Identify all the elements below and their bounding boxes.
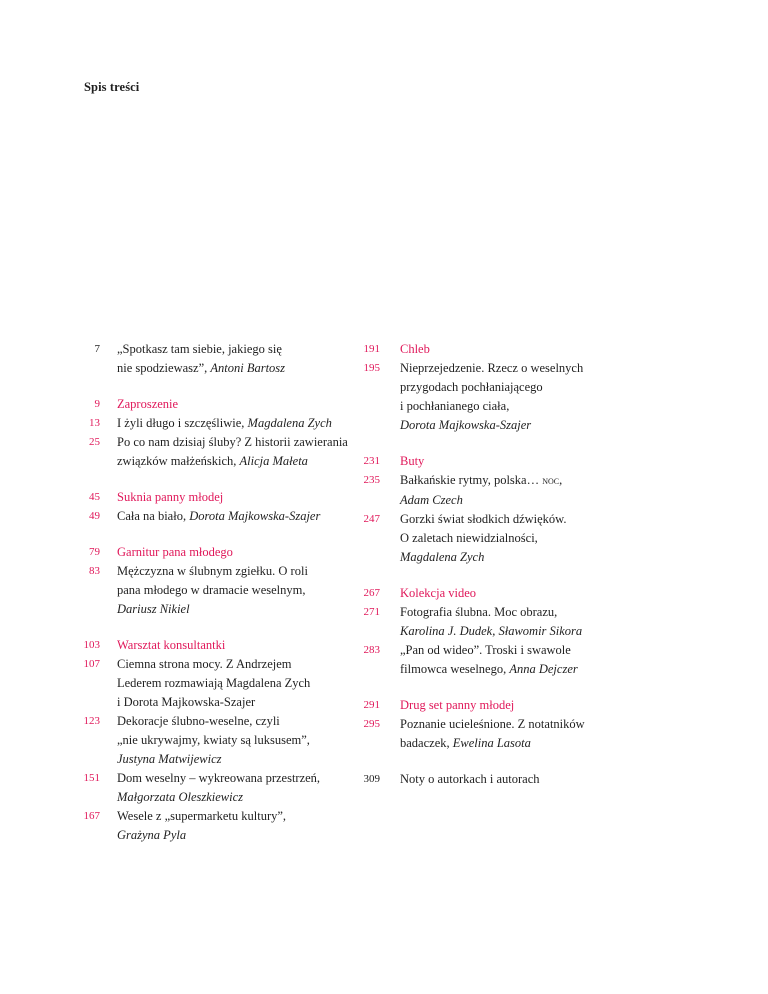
- line-text: Lederem rozmawiają Magdalena Zych: [117, 676, 311, 690]
- author-name: Magdalena Zych: [247, 416, 332, 430]
- line-text: Bałkańskie rytmy, polska…: [400, 473, 543, 487]
- author-name: Grażyna Pyla: [117, 828, 187, 842]
- entry-text: [400, 603, 582, 641]
- line-text: Fotografia ślubna. Moc obrazu,: [400, 605, 558, 619]
- toc-group: [350, 696, 610, 753]
- line-text: filmowca weselnego,: [400, 662, 510, 676]
- page-number: 195: [363, 362, 380, 374]
- toc-entry: [76, 655, 346, 712]
- entry-line: [117, 769, 320, 788]
- section-title: [117, 543, 233, 562]
- entry-text: [117, 769, 320, 807]
- entry-line: [400, 378, 583, 397]
- toc-group: [350, 340, 610, 435]
- toc-entry: [76, 636, 346, 655]
- line-text: Dekoracje ślubno-weselne, czyli: [117, 714, 280, 728]
- toc-entry: [350, 715, 610, 753]
- author-name: Adam Czech: [400, 493, 463, 507]
- line-text: „Pan od wideo”. Troski i swawole: [400, 643, 571, 657]
- toc-entry: [76, 562, 346, 619]
- toc-entry: [350, 510, 610, 567]
- line-text: przygodach pochłaniającego: [400, 380, 543, 394]
- entry-line: [117, 712, 310, 731]
- line-text: O zaletach niewidzialności,: [400, 531, 538, 545]
- entry-line: [400, 359, 583, 378]
- line-text: Po co nam dzisiaj śluby? Z historii zawierania: [117, 435, 348, 449]
- entry-line: [117, 674, 310, 693]
- author-name: Dariusz Nikiel: [117, 602, 190, 616]
- line-text: Poznanie ucieleśnione. Z notatników: [400, 717, 585, 731]
- entry-text: [400, 452, 424, 471]
- toc-column-right: [350, 340, 610, 806]
- line-text: I żyli długo i szczęśliwie,: [117, 416, 248, 430]
- entry-line: [117, 731, 310, 750]
- author-name: Ewelina Lasota: [452, 736, 531, 750]
- entry-line: [117, 507, 320, 526]
- entry-text: [400, 715, 585, 753]
- entry-line: [117, 562, 308, 581]
- entry-text: [117, 414, 332, 433]
- entry-text: [400, 510, 567, 567]
- page-number: 9: [94, 398, 100, 410]
- entry-line: [400, 641, 578, 660]
- entry-line: [400, 471, 562, 491]
- line-text: Nieprzejedzenie. Rzecz o weselnych: [400, 361, 584, 375]
- toc-entry: [76, 712, 346, 769]
- entry-text: [117, 562, 308, 619]
- entry-text: [400, 696, 514, 715]
- line-text: badaczek,: [400, 736, 453, 750]
- entry-line: [117, 807, 286, 826]
- line-text: pana młodego w dramacie weselnym,: [117, 583, 306, 597]
- page-number: 231: [363, 455, 380, 467]
- line-text: i pochłanianego ciała,: [400, 399, 510, 413]
- entry-text: [117, 636, 225, 655]
- page-number: 271: [363, 606, 380, 618]
- section-title: [117, 395, 178, 414]
- page-number: 13: [89, 417, 100, 429]
- entry-text: [117, 712, 310, 769]
- toc-entry: [350, 340, 610, 359]
- page-number: 7: [94, 343, 100, 355]
- toc-entry: [76, 414, 346, 433]
- line-text: Chleb: [400, 342, 430, 356]
- entry-line: [117, 788, 320, 807]
- entry-text: [117, 395, 178, 414]
- entry-text: [117, 433, 348, 471]
- entry-line: [117, 826, 286, 845]
- entry-line: [400, 548, 567, 567]
- line-text: Zaproszenie: [117, 397, 179, 411]
- toc-entry: [76, 340, 346, 378]
- line-text: Noty o autorkach i autorach: [400, 772, 540, 786]
- line-text: Cała na biało,: [117, 509, 190, 523]
- page-number: 283: [363, 644, 380, 656]
- toc-group: [350, 770, 610, 789]
- line-text: Gorzki świat słodkich dźwięków.: [400, 512, 567, 526]
- page-number: 247: [363, 513, 380, 525]
- toc-group: [76, 340, 346, 378]
- author-name: Justyna Matwijewicz: [117, 752, 222, 766]
- author-name: Karolina J. Dudek, Sławomir Sikora: [400, 624, 583, 638]
- entry-text: [400, 584, 476, 603]
- section-title: [400, 340, 430, 359]
- entry-line: [400, 622, 582, 641]
- entry-line: [400, 734, 585, 753]
- entry-line: [117, 693, 310, 712]
- line-text: Drug set panny młodej: [400, 698, 515, 712]
- toc-entry: [350, 359, 610, 435]
- line-text: związków małżeńskich,: [117, 454, 240, 468]
- page-number: 235: [363, 474, 380, 486]
- toc-entry: [350, 452, 610, 471]
- entry-line: [117, 655, 310, 674]
- author-name: Alicja Małeta: [239, 454, 308, 468]
- page-number: 123: [83, 715, 100, 727]
- line-text: Garnitur pana młodego: [117, 545, 233, 559]
- toc-entry: [350, 696, 610, 715]
- toc-group: [76, 543, 346, 619]
- toc-entry: [350, 584, 610, 603]
- entry-text: [117, 507, 320, 526]
- author-name: Małgorzata Oleszkiewicz: [117, 790, 244, 804]
- section-title: [400, 696, 514, 715]
- entry-text: [400, 471, 562, 510]
- entry-line: [117, 600, 308, 619]
- entry-line: [400, 416, 583, 435]
- toc-entry: [76, 395, 346, 414]
- toc-entry: [76, 488, 346, 507]
- entry-line: [400, 660, 578, 679]
- entry-text: [400, 359, 583, 435]
- entry-line: [400, 491, 562, 510]
- page-number: 25: [89, 436, 100, 448]
- line-text: Wesele z „supermarketu kultury”,: [117, 809, 287, 823]
- entry-line: [117, 750, 310, 769]
- section-title: [117, 636, 225, 655]
- page-number: 49: [89, 510, 100, 522]
- author-name: Dorota Majkowska-Szajer: [400, 418, 532, 432]
- author-name: Dorota Majkowska-Szajer: [189, 509, 321, 523]
- entry-line: [400, 770, 540, 789]
- toc-entry: [76, 433, 346, 471]
- entry-line: [400, 529, 567, 548]
- author-name: Antoni Bartosz: [210, 361, 286, 375]
- page-number: 295: [363, 718, 380, 730]
- toc-group: [350, 584, 610, 679]
- toc-entry: [76, 807, 346, 845]
- entry-text: [117, 488, 223, 507]
- entry-line: [400, 397, 583, 416]
- section-title: [400, 452, 424, 471]
- entry-line: [117, 359, 285, 378]
- toc-group: [76, 395, 346, 471]
- entry-line: [400, 510, 567, 529]
- entry-line: [400, 603, 582, 622]
- line-text: Buty: [400, 454, 425, 468]
- section-title: [117, 488, 223, 507]
- author-name: Magdalena Zych: [400, 550, 485, 564]
- toc-entry: [350, 471, 610, 510]
- entry-line: [400, 715, 585, 734]
- line-text: nie spodziewasz”,: [117, 361, 211, 375]
- toc-entry: [350, 770, 610, 789]
- entry-text: [117, 807, 286, 845]
- line-text: Suknia panny młodej: [117, 490, 224, 504]
- entry-line: [117, 414, 332, 433]
- toc-entry: [350, 603, 610, 641]
- page-number: 107: [83, 658, 100, 670]
- page-number: 267: [363, 587, 380, 599]
- line-text: „Spotkasz tam siebie, jakiego się: [117, 342, 282, 356]
- entry-text: [117, 543, 233, 562]
- page-number: 83: [89, 565, 100, 577]
- entry-line: [117, 452, 348, 471]
- toc-entry: [76, 507, 346, 526]
- page-title: Spis treści: [84, 80, 140, 94]
- entry-line: [117, 581, 308, 600]
- entry-text: [117, 340, 285, 378]
- toc-group: [76, 488, 346, 526]
- toc-group: [76, 636, 346, 845]
- line-text: „nie ukrywajmy, kwiaty są luksusem”,: [117, 733, 310, 747]
- line-suffix: ,: [559, 473, 563, 487]
- small-caps-text: noc: [542, 475, 560, 487]
- page-number: 309: [363, 773, 380, 785]
- entry-line: [117, 340, 285, 359]
- line-text: Ciemna strona mocy. Z Andrzejem: [117, 657, 292, 671]
- line-text: Kolekcja video: [400, 586, 477, 600]
- line-text: Mężczyzna w ślubnym zgiełku. O roli: [117, 564, 308, 578]
- page-number: 291: [363, 699, 380, 711]
- entry-text: [400, 340, 430, 359]
- page-number: 103: [83, 639, 100, 651]
- line-text: Dom weselny – wykreowana przestrzeń,: [117, 771, 321, 785]
- page-number: 79: [89, 546, 100, 558]
- entry-text: [400, 770, 540, 789]
- author-name: Anna Dejczer: [509, 662, 578, 676]
- page-number: 191: [363, 343, 380, 355]
- page-number: 167: [83, 810, 100, 822]
- entry-text: [400, 641, 578, 679]
- section-title: [400, 584, 476, 603]
- entry-text: [117, 655, 310, 712]
- line-text: Warsztat konsultantki: [117, 638, 226, 652]
- toc-entry: [350, 641, 610, 679]
- toc-column-left: [76, 340, 346, 862]
- toc-entry: [76, 543, 346, 562]
- toc-entry: [76, 769, 346, 807]
- page-number: 45: [89, 491, 100, 503]
- toc-group: [350, 452, 610, 567]
- entry-line: [117, 433, 348, 452]
- line-text: i Dorota Majkowska-Szajer: [117, 695, 256, 709]
- page-number: 151: [83, 772, 100, 784]
